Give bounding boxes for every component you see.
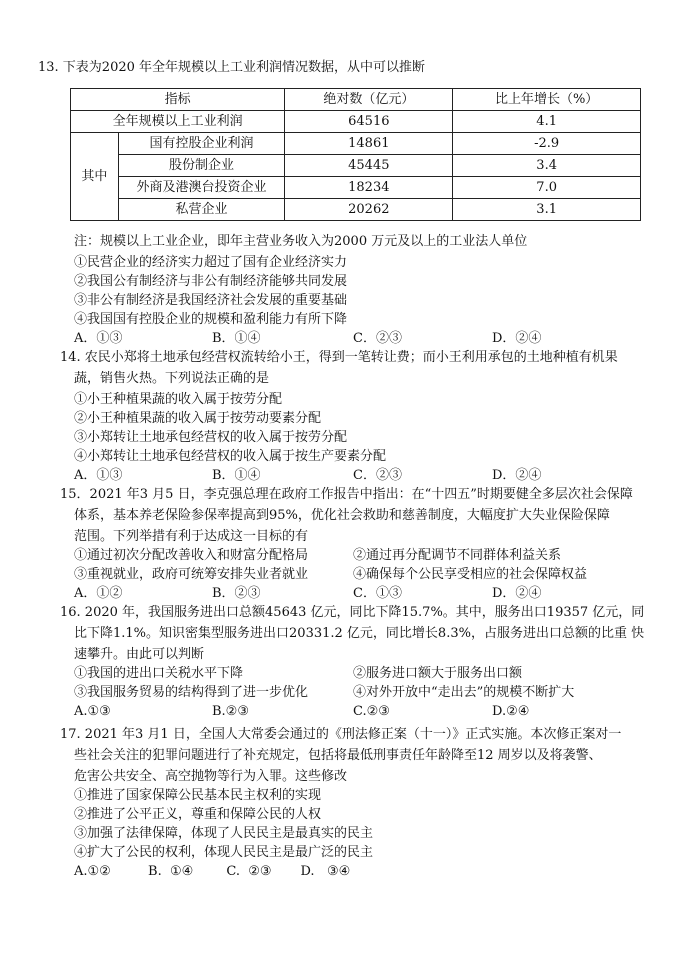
table-header-absolute: 绝对数（亿元）: [285, 89, 453, 111]
q14-item-4: ④小郑转让土地承包经营权的收入属于按生产要素分配: [74, 449, 387, 464]
q17-item-1: ①推进了国家保障公民基本民主权利的实现: [74, 788, 322, 803]
q15-stem-line-1: 15．2021 年3 月5 日，李克强总理在政府工作报告中指出：在“十四五”时期要健全多层次社会保障: [60, 487, 633, 502]
q13-option-b[interactable]: B．①④: [212, 331, 261, 346]
table-group-label: 其中: [71, 133, 119, 221]
table-cell-label: 私营企业: [118, 199, 285, 221]
q16-option-a[interactable]: A.①③: [74, 704, 111, 719]
q14-stem-line-2: 蔬，销售火热。下列说法正确的是: [74, 371, 270, 386]
table-cell-value: 64516: [285, 111, 453, 133]
q15-option-d[interactable]: D．②④: [492, 586, 542, 601]
q13-item-2: ②我国公有制经济与非公有制经济能够共同发展: [74, 274, 348, 289]
table-cell-growth: 7.0: [453, 177, 641, 199]
table-header-growth: 比上年增长（%）: [453, 89, 641, 111]
q15-option-a[interactable]: A．①②: [74, 586, 123, 601]
table-header-indicator: 指标: [71, 89, 285, 111]
q14-option-b[interactable]: B．①④: [212, 468, 261, 483]
q15-option-c[interactable]: C．①③: [353, 586, 402, 601]
q14-option-a[interactable]: A．①③: [74, 468, 123, 483]
q15-stem-line-2: 体系，基本养老保险参保率提高到95%，优化社会救助和慈善制度，大幅度扩大失业保险保障: [74, 508, 610, 523]
table-cell-growth: 4.1: [453, 111, 641, 133]
q17-item-3: ③加强了法律保障，体现了人民民主是最真实的民主: [74, 826, 374, 841]
q16-stem-line-2: 比下降1.1%。知识密集型服务进出口20331.2 亿元，同比增长8.3%，占服务进出口总额的比重 快: [74, 626, 645, 641]
table-cell-growth: 3.1: [453, 199, 641, 221]
q14-item-1: ①小王种植果蔬的收入属于按劳分配: [74, 392, 283, 407]
table-cell-value: 20262: [285, 199, 453, 221]
table-cell-growth: -2.9: [453, 133, 641, 155]
q14-option-c[interactable]: C．②③: [353, 468, 402, 483]
table-cell-growth: 3.4: [453, 155, 641, 177]
q16-item-2: ②服务进口额大于服务出口额: [353, 666, 523, 681]
table-row: [71, 177, 641, 199]
q13-item-4: ④我国国有控股企业的规模和盈利能力有所下降: [74, 312, 348, 327]
q14-option-d[interactable]: D．②④: [492, 468, 542, 483]
q17-item-4: ④扩大了公民的权利，体现人民民主是最广泛的民主: [74, 845, 374, 860]
q16-stem-line-3: 速攀升。由此可以判断: [74, 647, 205, 662]
table-cell-value: 14861: [285, 133, 453, 155]
q15-option-b[interactable]: B．②③: [212, 586, 261, 601]
table-cell-label: 股份制企业: [118, 155, 285, 177]
q14-stem-line-1: 14. 农民小郑将土地承包经营权流转给小王，得到一笔转让费；而小王利用承包的土地种植有机果: [60, 350, 618, 365]
q13-option-c[interactable]: C．②③: [353, 331, 402, 346]
table-cell-value: 18234: [285, 177, 453, 199]
table-header-row: [71, 89, 641, 111]
table-row: [71, 111, 641, 133]
q16-item-3: ③我国服务贸易的结构得到了进一步优化: [74, 685, 309, 700]
q13-note: 注：规模以上工业企业，即年主营业务收入为2000 万元及以上的工业法人单位: [74, 234, 528, 249]
q16-option-d[interactable]: D.②④: [492, 704, 530, 719]
q13-item-3: ③非公有制经济是我国经济社会发展的重要基础: [74, 293, 348, 308]
q15-stem-line-3: 范围。下列举措有利于达成这一目标的有: [74, 529, 309, 544]
table-row: [71, 199, 641, 221]
q17-stem-line-1: 17. 2021 年3 月1 日，全国人大常委会通过的《刑法修正案（十一）》正式实施。本次修正案对一: [60, 727, 622, 742]
q17-options[interactable]: A.①② B. ①④ C. ②③ D. ③④: [74, 864, 351, 879]
q16-item-1: ①我国的进出口关税水平下降: [74, 666, 244, 681]
q13-item-1: ①民营企业的经济实力超过了国有企业经济实力: [74, 255, 348, 270]
table-cell-value: 45445: [285, 155, 453, 177]
q13-option-d[interactable]: D．②④: [492, 331, 542, 346]
table-cell-label: 国有控股企业利润: [118, 133, 285, 155]
q16-option-b[interactable]: B.②③: [212, 704, 249, 719]
q16-option-c[interactable]: C.②③: [353, 704, 390, 719]
q14-item-3: ③小郑转让土地承包经营权的收入属于按劳分配: [74, 430, 348, 445]
q15-item-2: ②通过再分配调节不同群体利益关系: [353, 548, 562, 563]
q15-item-3: ③重视就业，政府可统筹安排失业者就业: [74, 567, 309, 582]
q15-item-4: ④确保每个公民享受相应的社会保障权益: [353, 567, 588, 582]
q16-stem-line-1: 16. 2020 年，我国服务进出口总额45643 亿元，同比下降15.7%。其中，服务出口19357 亿元，同: [60, 605, 645, 620]
q15-item-1: ①通过初次分配改善收入和财富分配格局: [74, 548, 309, 563]
table-cell-label: 全年规模以上工业利润: [71, 111, 285, 133]
q17-item-2: ②推进了公平正义，尊重和保障公民的人权: [74, 807, 322, 822]
q16-item-4: ④对外开放中“走出去”的规模不断扩大: [353, 685, 575, 700]
table-cell-label: 外商及港澳台投资企业: [118, 177, 285, 199]
q17-stem-line-2: 些社会关注的犯罪问题进行了补充规定，包括将最低刑事责任年龄降至12 周岁以及将袭警、: [74, 748, 602, 763]
table-row: [71, 155, 641, 177]
q13-option-a[interactable]: A．①③: [74, 331, 123, 346]
q17-stem-line-3: 危害公共安全、高空抛物等行为入罪。这些修改: [74, 769, 348, 784]
q13-profit-table: [70, 88, 641, 221]
q14-item-2: ②小王种植果蔬的收入属于按劳动要素分配: [74, 411, 322, 426]
table-row: [71, 133, 641, 155]
q13-stem: 13. 下表为2020 年全年规模以上工业利润情况数据，从中可以推断: [38, 60, 426, 75]
